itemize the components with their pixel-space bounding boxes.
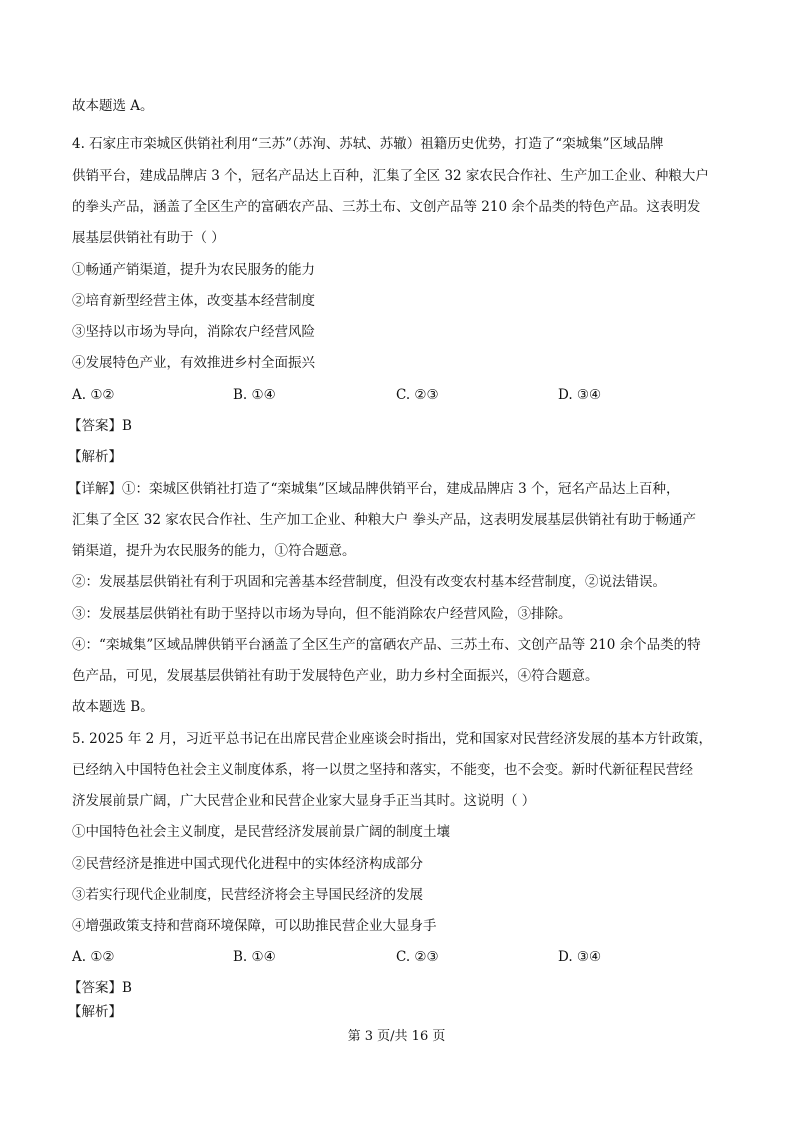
q4-detail-line: ②：发展基层供销社有利于巩固和完善基本经营制度，但没有改变农村基本经营制度，②说法错误。: [72, 574, 666, 590]
q5-statement: ③若实行现代企业制度，民营经济将会主导国民经济的发展: [72, 887, 423, 903]
q4-statement: ①畅通产销渠道，提升为农民服务的能力: [72, 262, 315, 278]
q5-option-a: A. ①②: [72, 949, 115, 965]
q4-detail-line: ③：发展基层供销社有助于坚持以市场为导向，但不能消除农户经营风险，③排除。: [72, 606, 572, 622]
q4-stem-line: 展基层供销社有助于（ ）: [72, 230, 225, 246]
q5-statement: ④增强政策支持和营商环境保障，可以助推民营企业大显身手: [72, 918, 437, 934]
q5-stem-line: 5. 2025 年 2 月，习近平总书记在出席民营企业座谈会时指出，党和国家对民营经济发展的基本方针政策，: [72, 731, 712, 747]
prev-conclusion: 故本题选 A。: [72, 98, 154, 114]
q4-option-a: A. ①②: [72, 387, 115, 403]
q4-conclusion: 故本题选 B。: [72, 699, 154, 715]
q5-statement: ①中国特色社会主义制度，是民营经济发展前景广阔的制度土壤: [72, 824, 450, 840]
page-footer: 第 3 页/共 16 页: [347, 1029, 446, 1044]
q4-analysis-label: 【解析】: [68, 449, 122, 465]
q4-stem-line: 的拳头产品，涵盖了全区生产的富硒农产品、三苏土布、文创产品等 210 余个品类的特色产品。这表明发: [72, 199, 701, 215]
answer-value: B: [122, 418, 132, 434]
q5-option-c: C. ②③: [396, 949, 439, 965]
q5-stem-line: 济发展前景广阔，广大民营企业和民营企业家大显身手正当其时。这说明（ ）: [72, 793, 536, 809]
q4-answer: [68, 416, 132, 436]
q5-analysis-label: 【解析】: [68, 1004, 122, 1020]
answer-label: 【答案】: [68, 418, 122, 434]
answer-label: 【答案】: [68, 980, 122, 996]
q4-detail-line: 销渠道，提升为农民服务的能力，①符合题意。: [72, 543, 356, 559]
q5-stem-line: 已经纳入中国特色社会主义制度体系，将一以贯之坚持和落实，不能变，也不会变。新时代新征程民营经: [72, 762, 693, 778]
q4-detail-line: 【详解】①：栾城区供销社打造了“栾城集”区域品牌供销平台，建成品牌店 3 个，冠名产品达上百种，: [68, 481, 680, 497]
answer-value: B: [122, 980, 132, 996]
q5-answer: [68, 978, 132, 998]
q4-stem-line: 供销平台，建成品牌店 3 个，冠名产品达上百种，汇集了全区 32 家农民合作社、生产加工企业、种粮大户: [72, 168, 709, 184]
q4-statement: ②培育新型经营主体，改变基本经营制度: [72, 293, 315, 309]
q4-detail-line: ④：“栾城集”区域品牌供销平台涵盖了全区生产的富硒农产品、三苏土布、文创产品等 210 余个品类的特: [72, 637, 701, 653]
q4-statement: ④发展特色产业，有效推进乡村全面振兴: [72, 355, 315, 371]
q4-option-b: B. ①④: [233, 387, 276, 403]
q4-stem-line: 4. 石家庄市栾城区供销社利用“三苏”（苏洵、苏轼、苏辙）祖籍历史优势，打造了“栾城集”区域品牌: [72, 136, 664, 152]
q5-option-d: D. ③④: [558, 949, 602, 965]
q5-statement: ②民营经济是推进中国式现代化进程中的实体经济构成部分: [72, 856, 423, 872]
q5-option-b: B. ①④: [233, 949, 276, 965]
q4-option-d: D. ③④: [558, 387, 602, 403]
q4-detail-line: 色产品，可见，发展基层供销社有助于发展特色产业，助力乡村全面振兴，④符合题意。: [72, 668, 599, 684]
q4-option-c: C. ②③: [396, 387, 439, 403]
q4-statement: ③坚持以市场为导向，消除农户经营风险: [72, 324, 315, 340]
q4-detail-line: 汇集了全区 32 家农民合作社、生产加工企业、种粮大户 拳头产品，这表明发展基层供销社有助于畅通产: [72, 512, 697, 528]
